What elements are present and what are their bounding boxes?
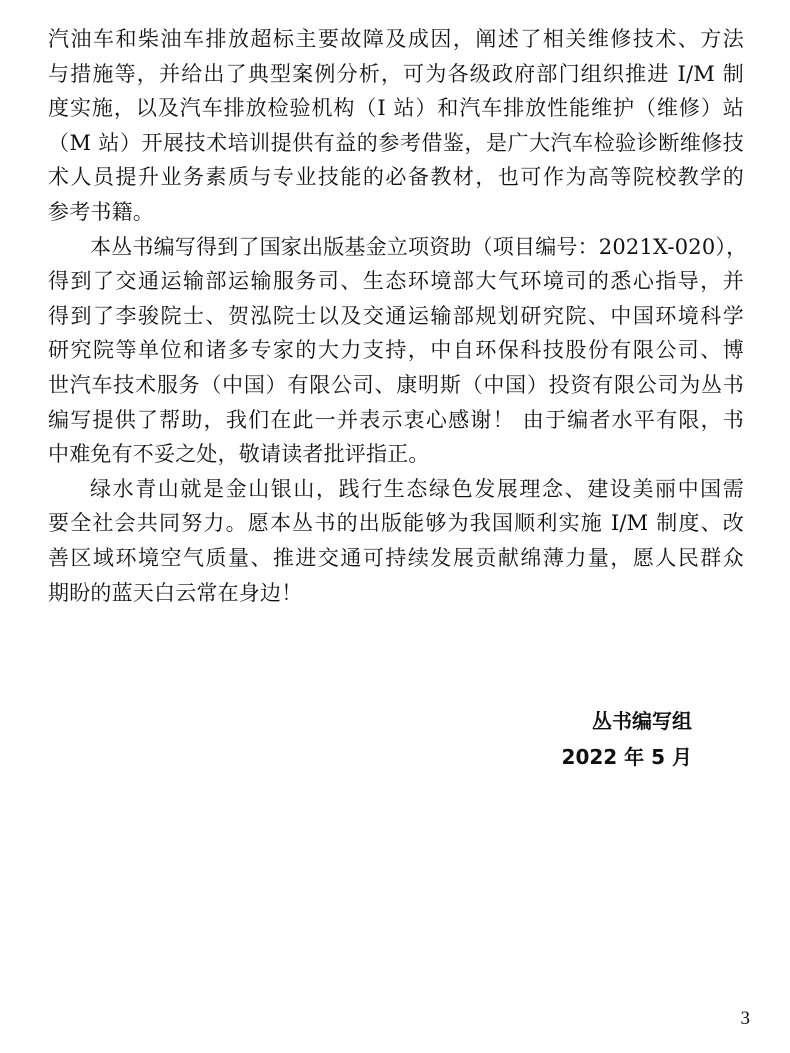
text-line: 编写提供了帮助，我们在此一并表示衷心感谢！ 由于编者水平有限，书 (48, 407, 744, 432)
text-line: 期盼的蓝天白云常在身边！ (48, 580, 303, 605)
text-line: （M 站）开展技术培训提供有益的参考借鉴，是广大汽车检验诊断维修技 (48, 130, 744, 155)
body-text (48, 22, 748, 610)
signature-block (562, 703, 692, 775)
signature-date: 2022 年 5 月 (561, 745, 692, 769)
text-line: 术人员提升业务素质与专业技能的必备教材，也可作为高等院校教学的 (48, 165, 744, 190)
text-line: 研究院等单位和诸多专家的大力支持，中自环保科技股份有限公司、博 (48, 338, 744, 363)
text-line: 中难免有不妥之处，敬请读者批评指正。 (48, 442, 430, 467)
page-number: 3 (740, 1008, 750, 1029)
text-line: 本丛书编写得到了国家出版基金立项资助（项目编号：2021X-020）， (90, 234, 748, 259)
text-line: 参考书籍。 (48, 199, 154, 224)
text-line: 与措施等，并给出了典型案例分析，可为各级政府部门组织推进 I/M 制 (48, 61, 744, 86)
text-line: 得到了李骏院士、贺泓院士以及交通运输部规划研究院、中国环境科学 (48, 303, 744, 328)
text-line: 善区域环境空气质量、推进交通可持续发展贡献绵薄力量，愿人民群众 (48, 545, 744, 570)
text-line: 得到了交通运输部运输服务司、生态环境部大气环境司的悉心指导，并 (48, 269, 744, 294)
text-line: 汽油车和柴油车排放超标主要故障及成因，阐述了相关维修技术、方法 (48, 27, 744, 51)
signature-author: 丛书编写组 (592, 709, 692, 733)
text-line: 绿水青山就是金山银山，践行生态绿色发展理念、建设美丽中国需 (90, 476, 744, 501)
text-line: 世汽车技术服务（中国）有限公司、康明斯（中国）投资有限公司为丛书 (48, 372, 744, 397)
text-line: 度实施，以及汽车排放检验机构（I 站）和汽车排放性能维护（维修）站 (48, 96, 744, 121)
text-line: 要全社会共同努力。愿本丛书的出版能够为我国顺利实施 I/M 制度、改 (48, 511, 744, 536)
